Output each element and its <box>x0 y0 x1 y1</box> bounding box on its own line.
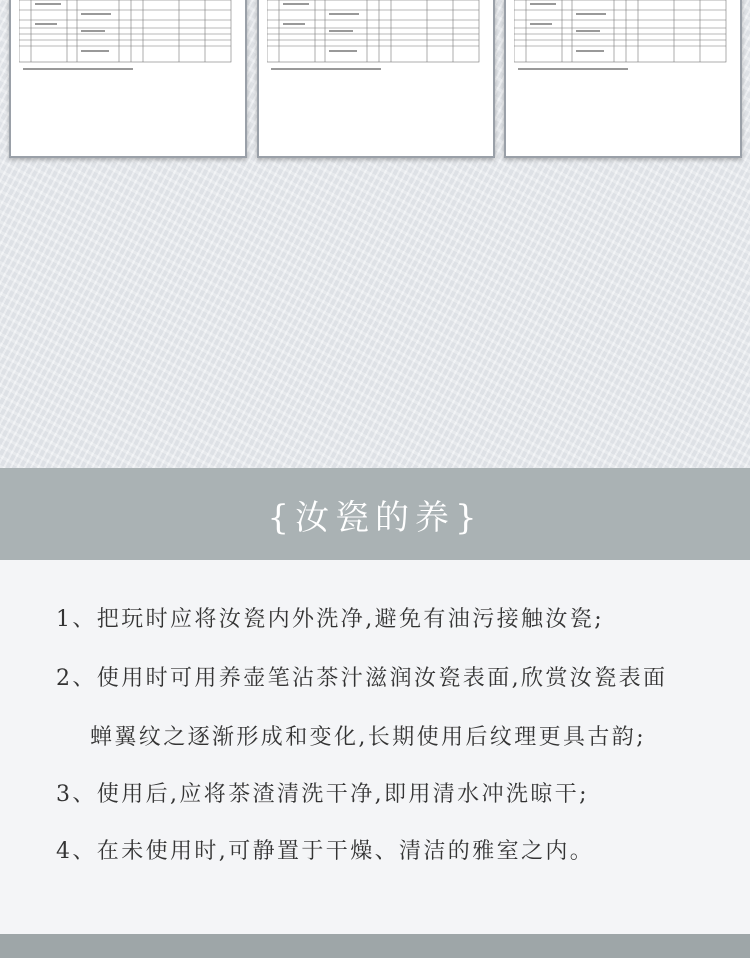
care-item-3: 3、使用后,应将茶渣清洗干净,即用清水冲洗晾干; <box>56 782 589 807</box>
test-report-thumbnail-2 <box>257 0 495 158</box>
bottom-band <box>0 934 750 958</box>
test-report-thumbnail-1 <box>9 0 247 158</box>
section-title: {汝瓷的养} <box>267 497 483 538</box>
report-table-graphic <box>19 0 239 88</box>
care-item-1: 1、把玩时应将汝瓷内外洗净,避免有油污接触汝瓷; <box>56 607 605 632</box>
care-item-2: 2、使用时可用养壶笔沾茶汁滋润汝瓷表面,欣赏汝瓷表面 <box>56 666 668 691</box>
report-table-graphic <box>267 0 487 88</box>
report-table-graphic <box>514 0 734 88</box>
care-instructions <box>0 560 750 934</box>
care-item-2-continued: 蝉翼纹之逐渐形成和变化,长期使用后纹理更具古韵; <box>90 725 647 750</box>
care-item-4: 4、在未使用时,可静置于干燥、清洁的雅室之内。 <box>56 839 595 864</box>
section-title-band <box>0 468 750 560</box>
test-report-thumbnail-3 <box>504 0 742 158</box>
